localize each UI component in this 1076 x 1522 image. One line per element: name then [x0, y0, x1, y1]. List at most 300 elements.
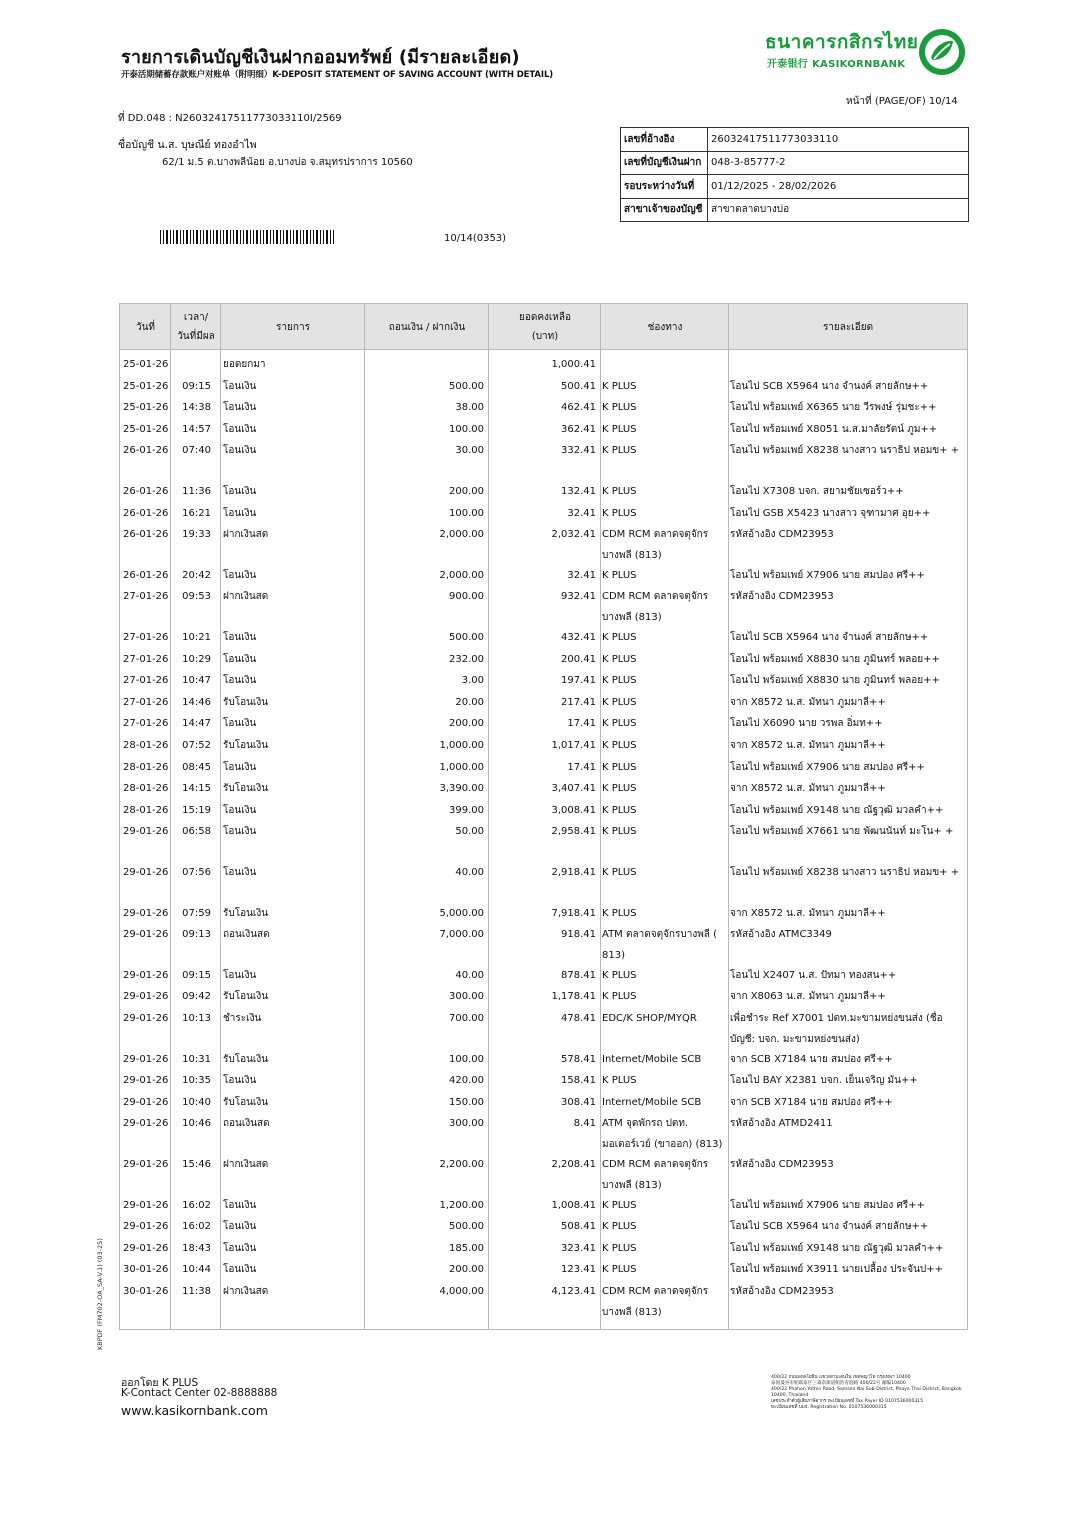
row-time: 10:13 [182, 1013, 211, 1024]
header-time [171, 304, 221, 350]
account-number-label: เลขที่บัญชีเงินฝาก [621, 151, 708, 175]
row-description: รับโอนเงิน [223, 1053, 269, 1065]
row-detail: รหัสอ้างอิง ATMD2411 [730, 1118, 833, 1130]
row-time: 09:53 [182, 591, 211, 603]
row-description: รับโอนเงิน [223, 907, 269, 919]
row-balance: 2,918.41 [551, 867, 596, 878]
table-row [120, 818, 967, 859]
table-row [120, 1151, 967, 1192]
row-amount: 200.00 [449, 486, 484, 497]
row-amount: 2,000.00 [439, 569, 484, 581]
row-time: 07:59 [182, 907, 211, 919]
row-channel: K PLUS [602, 969, 637, 981]
table-row [120, 646, 967, 668]
row-time: 19:33 [182, 529, 211, 541]
row-date: 28-01-26 [123, 783, 169, 795]
row-detail: จาก X8572 น.ส. มัทนา ภูมมาลี++ [730, 696, 886, 708]
row-detail: โอนไป X2407 น.ส. ปัทมา ทองสน++ [730, 969, 897, 981]
barcode [160, 230, 338, 244]
row-balance: 1,008.41 [551, 1199, 596, 1211]
row-channel: K PLUS [602, 632, 637, 643]
contact-center: K-Contact Center 02-8888888 [121, 1387, 278, 1399]
row-date: 29-01-26 [123, 1096, 169, 1108]
row-channel: CDM RCM ตลาดจตุจักร บางพลี (813) [602, 1159, 709, 1191]
table-row [120, 583, 967, 624]
row-balance: 918.41 [561, 929, 596, 941]
row-time: 11:36 [182, 486, 211, 497]
row-description: โอนเงิน [223, 1221, 257, 1233]
row-description: ถอนเงินสด [223, 929, 270, 941]
row-description: โอนเงิน [223, 675, 257, 687]
reference-value: 26032417511773033110 [708, 128, 969, 152]
row-balance: 132.41 [561, 486, 596, 497]
table-row [120, 437, 967, 478]
table-row [120, 562, 967, 584]
row-detail: โอนไป พร้อมเพย์ X7906 นาย สมปอง ศรี++ [730, 761, 925, 773]
header-date-label: วันที่ [135, 321, 156, 333]
row-channel: K PLUS [602, 740, 637, 751]
row-description: โอนเงิน [223, 826, 257, 838]
row-time: 16:21 [182, 507, 211, 519]
row-description: โอนเงิน [223, 1199, 257, 1211]
row-balance: 123.41 [561, 1264, 596, 1276]
row-channel: K PLUS [602, 445, 637, 457]
row-time: 15:46 [182, 1159, 211, 1170]
row-channel: K PLUS [602, 867, 637, 878]
row-amount: 200.00 [449, 718, 484, 730]
row-detail: จาก X8063 น.ส. มัทนา ภูมมาลี++ [730, 991, 886, 1003]
row-balance: 32.41 [567, 507, 596, 519]
row-date: 27-01-26 [123, 718, 169, 730]
row-channel: K PLUS [602, 761, 637, 773]
row-date: 29-01-26 [123, 1242, 169, 1254]
header-description-label: รายการ [276, 321, 310, 333]
row-date: 28-01-26 [123, 804, 169, 816]
row-amount: 100.00 [449, 1053, 484, 1065]
header-amount [365, 304, 489, 350]
branch-label: สาขาเจ้าของบัญชี [621, 198, 708, 222]
row-date: 29-01-26 [123, 1118, 169, 1130]
row-time: 14:46 [182, 696, 211, 708]
row-date: 27-01-26 [123, 653, 169, 665]
row-description: รับโอนเงิน [223, 696, 269, 708]
row-detail: โอนไป SCB X5964 นาง จำนงค์ สายลักษ++ [730, 380, 929, 392]
row-amount: 200.00 [449, 1264, 484, 1276]
row-balance: 2,208.41 [551, 1159, 596, 1170]
document-number: ที่ DD.048 : N26032417511773033110I/2569 [118, 113, 342, 124]
row-description: รับโอนเงิน [223, 740, 269, 751]
row-time: 10:47 [182, 675, 211, 687]
row-detail: โอนไป พร้อมเพย์ X8830 นาย ภูมินทร์ พลอย++ [730, 653, 940, 665]
row-amount: 5,000.00 [439, 907, 484, 919]
row-description: ฝากเงินสด [223, 1286, 269, 1297]
row-detail: รหัสอ้างอิง ATMC3349 [730, 929, 832, 941]
row-time: 09:15 [182, 969, 211, 981]
row-date: 27-01-26 [123, 591, 169, 603]
table-row [120, 754, 967, 776]
row-balance: 8.41 [573, 1118, 596, 1130]
row-amount: 420.00 [449, 1075, 484, 1087]
form-code: KBPDF (FM702-OA_SA-V.1) (03-25) [96, 1238, 104, 1350]
row-channel: K PLUS [602, 1221, 637, 1233]
row-description: โอนเงิน [223, 380, 257, 392]
header-detail-label: รายละเอียด [822, 321, 874, 333]
header-date [120, 304, 171, 350]
row-time: 10:21 [182, 632, 211, 643]
row-balance: 362.41 [561, 423, 596, 435]
row-channel: K PLUS [602, 1075, 637, 1087]
row-date: 29-01-26 [123, 1159, 169, 1170]
row-amount: 1,200.00 [439, 1199, 484, 1211]
row-time: 14:47 [182, 718, 211, 730]
row-channel: CDM RCM ตลาดจตุจักร บางพลี (813) [602, 529, 709, 561]
row-time: 09:42 [182, 991, 211, 1003]
row-time: 16:02 [182, 1221, 211, 1233]
row-balance: 323.41 [561, 1242, 596, 1254]
bank-logo [765, 27, 975, 83]
bank-address-line: 400/22 ถนนพหลโยธิน แขวงสามเสนใน เขตพญาไท กรุงเทพฯ 10400 [771, 1375, 911, 1380]
website-link[interactable]: www.kasikornbank.com [121, 1403, 268, 1418]
issued-by: ออกโดย K PLUS [121, 1377, 199, 1389]
row-time: 06:58 [182, 826, 211, 838]
statement-subtitle: 开泰活期储蓄存款账户对账单（附明细）K-DEPOSIT STATEMENT OF SAVING ACCOUNT (WITH DETAIL) [121, 70, 554, 80]
row-amount: 500.00 [449, 380, 484, 392]
row-detail: รหัสอ้างอิง CDM23953 [730, 529, 834, 541]
row-description: โอนเงิน [223, 761, 257, 773]
barcode-text: 10/14(0353) [444, 233, 507, 244]
row-channel: K PLUS [602, 507, 637, 519]
bank-address-line: ทะเบียนเลขที่ บมจ. Registration No. 0107536000315 [771, 1405, 887, 1411]
row-time: 14:57 [182, 423, 211, 435]
row-description: โอนเงิน [223, 1264, 257, 1276]
row-date: 30-01-26 [123, 1286, 169, 1297]
row-date: 25-01-26 [123, 423, 169, 435]
row-amount: 7,000.00 [439, 929, 484, 941]
row-time: 16:02 [182, 1199, 211, 1211]
row-channel: ATM ตลาดจตุจักรบางพลี ( 813) [602, 929, 717, 961]
row-balance: 17.41 [567, 761, 596, 773]
row-balance: 17.41 [567, 718, 596, 730]
row-channel: K PLUS [602, 804, 637, 816]
row-amount: 40.00 [455, 867, 484, 878]
row-channel: K PLUS [602, 696, 637, 708]
row-detail: โอนไป SCB X5964 นาง จำนงค์ สายลักษ++ [730, 1221, 929, 1233]
table-row [120, 1067, 967, 1089]
row-balance: 1,017.41 [551, 740, 596, 751]
row-detail: รหัสอ้างอิง CDM23953 [730, 1159, 834, 1170]
row-balance: 578.41 [561, 1053, 596, 1065]
row-amount: 30.00 [455, 445, 484, 457]
row-time: 09:13 [182, 929, 211, 941]
row-detail: รหัสอ้างอิง CDM23953 [730, 1286, 834, 1297]
row-channel: K PLUS [602, 1242, 637, 1254]
row-date: 29-01-26 [123, 1013, 169, 1024]
row-balance: 932.41 [561, 591, 596, 603]
row-amount: 500.00 [449, 1221, 484, 1233]
table-row [120, 1278, 967, 1319]
row-channel: K PLUS [602, 380, 637, 392]
row-detail: จาก SCB X7184 นาย สมปอง ศรี++ [730, 1053, 893, 1065]
row-description: โอนเงิน [223, 1242, 257, 1254]
row-date: 29-01-26 [123, 826, 169, 838]
row-description: โอนเงิน [223, 486, 257, 497]
row-amount: 100.00 [449, 507, 484, 519]
row-description: ถอนเงินสด [223, 1118, 270, 1130]
row-time: 10:31 [182, 1053, 211, 1065]
row-amount: 40.00 [455, 969, 484, 981]
row-date: 27-01-26 [123, 675, 169, 687]
row-amount: 2,000.00 [439, 529, 484, 541]
row-date: 26-01-26 [123, 445, 169, 457]
row-date: 30-01-26 [123, 1264, 169, 1276]
table-row [120, 983, 967, 1005]
row-balance: 3,407.41 [551, 783, 596, 795]
period-label: รอบระหว่างวันที่ [621, 175, 708, 199]
row-detail: โอนไป พร้อมเพย์ X3911 นายเปลื้อง ประจันป++ [730, 1264, 944, 1276]
row-time: 10:35 [182, 1075, 211, 1087]
row-detail: โอนไป พร้อมเพย์ X9148 นาย ณัฐวุฒิ มวลคำ++ [730, 804, 944, 816]
header-balance-unit: (บาท) [531, 331, 559, 342]
row-date: 29-01-26 [123, 969, 169, 981]
row-description: รับโอนเงิน [223, 783, 269, 795]
account-number-value: 048-3-85777-2 [708, 151, 969, 175]
account-address: 62/1 ม.5 ต.บางพลีน้อย อ.บางบ่อ จ.สมุทรปราการ 10560 [162, 157, 413, 168]
row-balance: 432.41 [561, 632, 596, 643]
row-time: 07:56 [182, 867, 211, 878]
row-balance: 3,008.41 [551, 804, 596, 816]
row-balance: 478.41 [561, 1013, 596, 1024]
row-amount: 500.00 [449, 632, 484, 643]
table-row [120, 1192, 967, 1214]
row-amount: 399.00 [449, 804, 484, 816]
row-date: 29-01-26 [123, 991, 169, 1003]
row-channel: K PLUS [602, 569, 637, 581]
row-amount: 2,200.00 [439, 1159, 484, 1170]
row-balance: 462.41 [561, 402, 596, 414]
row-description: โอนเงิน [223, 507, 257, 519]
row-balance: 2,032.41 [551, 529, 596, 541]
row-amount: 3,390.00 [439, 783, 484, 795]
row-date: 29-01-26 [123, 907, 169, 919]
row-balance: 200.41 [561, 653, 596, 665]
row-detail: โอนไป พร้อมเพย์ X9148 นาย ณัฐวุฒิ มวลคำ++ [730, 1242, 944, 1254]
row-description: โอนเงิน [223, 402, 257, 414]
row-detail: จาก X8572 น.ส. มัทนา ภูมมาลี++ [730, 783, 886, 795]
row-balance: 878.41 [561, 969, 596, 981]
row-amount: 700.00 [449, 1013, 484, 1024]
row-channel: Internet/Mobile SCB [602, 1096, 702, 1108]
row-time: 09:15 [182, 380, 211, 392]
row-amount: 1,000.00 [439, 740, 484, 751]
table-row [120, 710, 967, 732]
table-row [120, 478, 967, 500]
row-balance: 7,918.41 [551, 907, 596, 919]
row-balance: 308.41 [561, 1096, 596, 1108]
row-time: 07:40 [182, 445, 211, 457]
row-amount: 1,000.00 [439, 761, 484, 773]
row-description: โอนเงิน [223, 445, 257, 457]
row-balance: 500.41 [561, 380, 596, 392]
row-description: รับโอนเงิน [223, 991, 269, 1003]
table-row [120, 394, 967, 416]
header-amount-label: ถอนเงิน / ฝากเงิน [388, 321, 466, 333]
row-time: 14:15 [182, 783, 211, 795]
row-amount: 185.00 [449, 1242, 484, 1254]
header-effective-date-label: วันที่มีผล [177, 331, 215, 342]
row-channel: K PLUS [602, 1264, 637, 1276]
row-amount: 38.00 [455, 402, 484, 414]
row-channel: ATM จุดพักรถ ปตท. มอเตอร์เวย์ (ขาออก) (813) [602, 1118, 723, 1151]
table-row [120, 521, 967, 562]
row-balance: 158.41 [561, 1075, 596, 1087]
table-row [120, 1110, 967, 1151]
table-row [120, 1005, 967, 1046]
row-detail: เพื่อชำระ Ref X7001 ปตท.มะขามหย่งขนส่ง (ชื่อบัญชี: บจก. มะขามหย่งขนส่ง) [730, 1013, 943, 1045]
table-row [120, 732, 967, 754]
table-row [120, 1089, 967, 1111]
table-row [120, 373, 967, 395]
table-row [120, 900, 967, 922]
row-description: ชำระเงิน [223, 1013, 262, 1024]
row-date: 26-01-26 [123, 486, 169, 497]
row-balance: 2,958.41 [551, 826, 596, 838]
header-detail [729, 304, 967, 350]
row-time: 18:43 [182, 1242, 211, 1254]
table-row [120, 797, 967, 819]
row-date: 28-01-26 [123, 761, 169, 773]
row-amount: 50.00 [455, 826, 484, 838]
row-detail: โอนไป พร้อมเพย์ X8051 น.ส.มาลัยรัตน์ ภูม++ [730, 423, 938, 435]
row-channel: K PLUS [602, 486, 637, 497]
row-channel: K PLUS [602, 783, 637, 795]
table-row [120, 1213, 967, 1235]
row-amount: 150.00 [449, 1096, 484, 1108]
row-channel: K PLUS [602, 991, 637, 1003]
table-row [120, 1235, 967, 1257]
row-detail: จาก SCB X7184 นาย สมปอง ศรี++ [730, 1096, 893, 1108]
period-value: 01/12/2025 - 28/02/2026 [708, 175, 969, 199]
row-description: โอนเงิน [223, 569, 257, 581]
transactions-table [119, 303, 968, 1330]
row-date: 26-01-26 [123, 569, 169, 581]
table-row [120, 859, 967, 900]
row-channel: K PLUS [602, 653, 637, 665]
row-detail: จาก X8572 น.ส. มัทนา ภูมมาลี++ [730, 740, 886, 751]
row-channel: K PLUS [602, 402, 637, 414]
row-detail: โอนไป พร้อมเพย์ X7906 นาย สมปอง ศรี++ [730, 569, 925, 581]
header-balance-label: ยอดคงเหลือ [518, 312, 572, 323]
row-balance: 32.41 [567, 569, 596, 581]
row-description: โอนเงิน [223, 804, 257, 816]
row-date: 25-01-26 [123, 359, 169, 370]
row-description: โอนเงิน [223, 1075, 257, 1087]
row-amount: 20.00 [455, 696, 484, 708]
table-header [120, 304, 967, 350]
table-row [120, 962, 967, 984]
row-detail: โอนไป X6090 นาย วรพล อิ่มท++ [730, 718, 883, 730]
row-date: 25-01-26 [123, 402, 169, 414]
row-description: ฝากเงินสด [223, 529, 269, 541]
row-amount: 3.00 [461, 675, 484, 687]
row-detail: โอนไป SCB X5964 นาง จำนงค์ สายลักษ++ [730, 632, 929, 643]
row-amount: 300.00 [449, 1118, 484, 1130]
row-detail: รหัสอ้างอิง CDM23953 [730, 591, 834, 603]
row-detail: โอนไป พร้อมเพย์ X8238 นางสาว นราธิป หอมข+ + [730, 867, 960, 878]
table-row [120, 416, 967, 438]
bank-address-line: 400/22 Phahon Yothin Road, Samsen Nai Sub-District, Phaya Thai District, Bangkok 10400, Thailand [771, 1387, 962, 1399]
row-description: ฝากเงินสด [223, 1159, 269, 1170]
row-date: 27-01-26 [123, 632, 169, 643]
row-amount: 100.00 [449, 423, 484, 435]
row-date: 27-01-26 [123, 696, 169, 708]
table-row [120, 921, 967, 962]
row-amount: 900.00 [449, 591, 484, 603]
header-channel-label: ช่องทาง [647, 321, 683, 333]
row-time: 15:19 [182, 804, 211, 816]
row-channel: CDM RCM ตลาดจตุจักร บางพลี (813) [602, 591, 709, 624]
header-channel [601, 304, 729, 350]
row-detail: โอนไป GSB X5423 นางสาว จุฑามาศ อุย++ [730, 507, 931, 519]
row-description: รับโอนเงิน [223, 1096, 269, 1108]
header-time-label: เวลา/ [183, 312, 209, 323]
row-channel: CDM RCM ตลาดจตุจักร บางพลี (813) [602, 1286, 709, 1318]
statement-title: รายการเดินบัญชีเงินฝากออมทรัพย์ (มีรายละเอียด) [121, 47, 520, 68]
row-channel: K PLUS [602, 718, 637, 730]
row-time: 14:38 [182, 402, 211, 414]
row-date: 26-01-26 [123, 507, 169, 519]
row-detail: โอนไป BAY X2381 บจก. เย็นเจริญ มัน++ [730, 1075, 918, 1087]
page-number: หน้าที่ (PAGE/OF) 10/14 [846, 96, 958, 107]
row-balance: 1,178.41 [551, 991, 596, 1003]
reference-label: เลขที่อ้างอิง [621, 128, 708, 152]
row-date: 28-01-26 [123, 740, 169, 751]
row-channel: K PLUS [602, 1199, 637, 1211]
table-row [120, 500, 967, 522]
bank-address [771, 1375, 971, 1412]
row-description: โอนเงิน [223, 632, 257, 643]
row-date: 29-01-26 [123, 1075, 169, 1087]
bank-name-th: ธนาคารกสิกรไทย [765, 31, 919, 53]
row-description: ฝากเงินสด [223, 591, 269, 603]
row-time: 08:45 [182, 761, 211, 773]
row-channel: K PLUS [602, 423, 637, 435]
table-row [120, 624, 967, 646]
row-amount: 4,000.00 [439, 1286, 484, 1297]
row-time: 10:40 [182, 1096, 211, 1108]
row-time: 10:44 [182, 1264, 211, 1276]
row-balance: 197.41 [561, 675, 596, 687]
row-description: โอนเงิน [223, 423, 257, 435]
row-description: โอนเงิน [223, 653, 257, 665]
table-row [120, 689, 967, 711]
row-detail: โอนไป พร้อมเพย์ X7906 นาย สมปอง ศรี++ [730, 1199, 925, 1211]
row-date: 25-01-26 [123, 380, 169, 392]
row-channel: EDC/K SHOP/MYQR [602, 1013, 697, 1024]
row-date: 29-01-26 [123, 1053, 169, 1065]
table-row [120, 351, 967, 373]
row-time: 11:38 [182, 1286, 211, 1297]
row-detail: โอนไป พร้อมเพย์ X7661 นาย พัฒนนันท์ มะโน+ + [730, 826, 954, 838]
header-description [221, 304, 365, 350]
kbank-leaf-icon [917, 27, 967, 77]
row-time: 20:42 [182, 569, 211, 581]
row-detail: โอนไป พร้อมเพย์ X8830 นาย ภูมินทร์ พลอย++ [730, 675, 940, 687]
account-info-box [620, 127, 969, 222]
row-channel: Internet/Mobile SCB [602, 1053, 702, 1065]
row-balance: 332.41 [561, 445, 596, 457]
row-date: 29-01-26 [123, 1221, 169, 1233]
row-description: ยอดยกมา [223, 359, 266, 370]
